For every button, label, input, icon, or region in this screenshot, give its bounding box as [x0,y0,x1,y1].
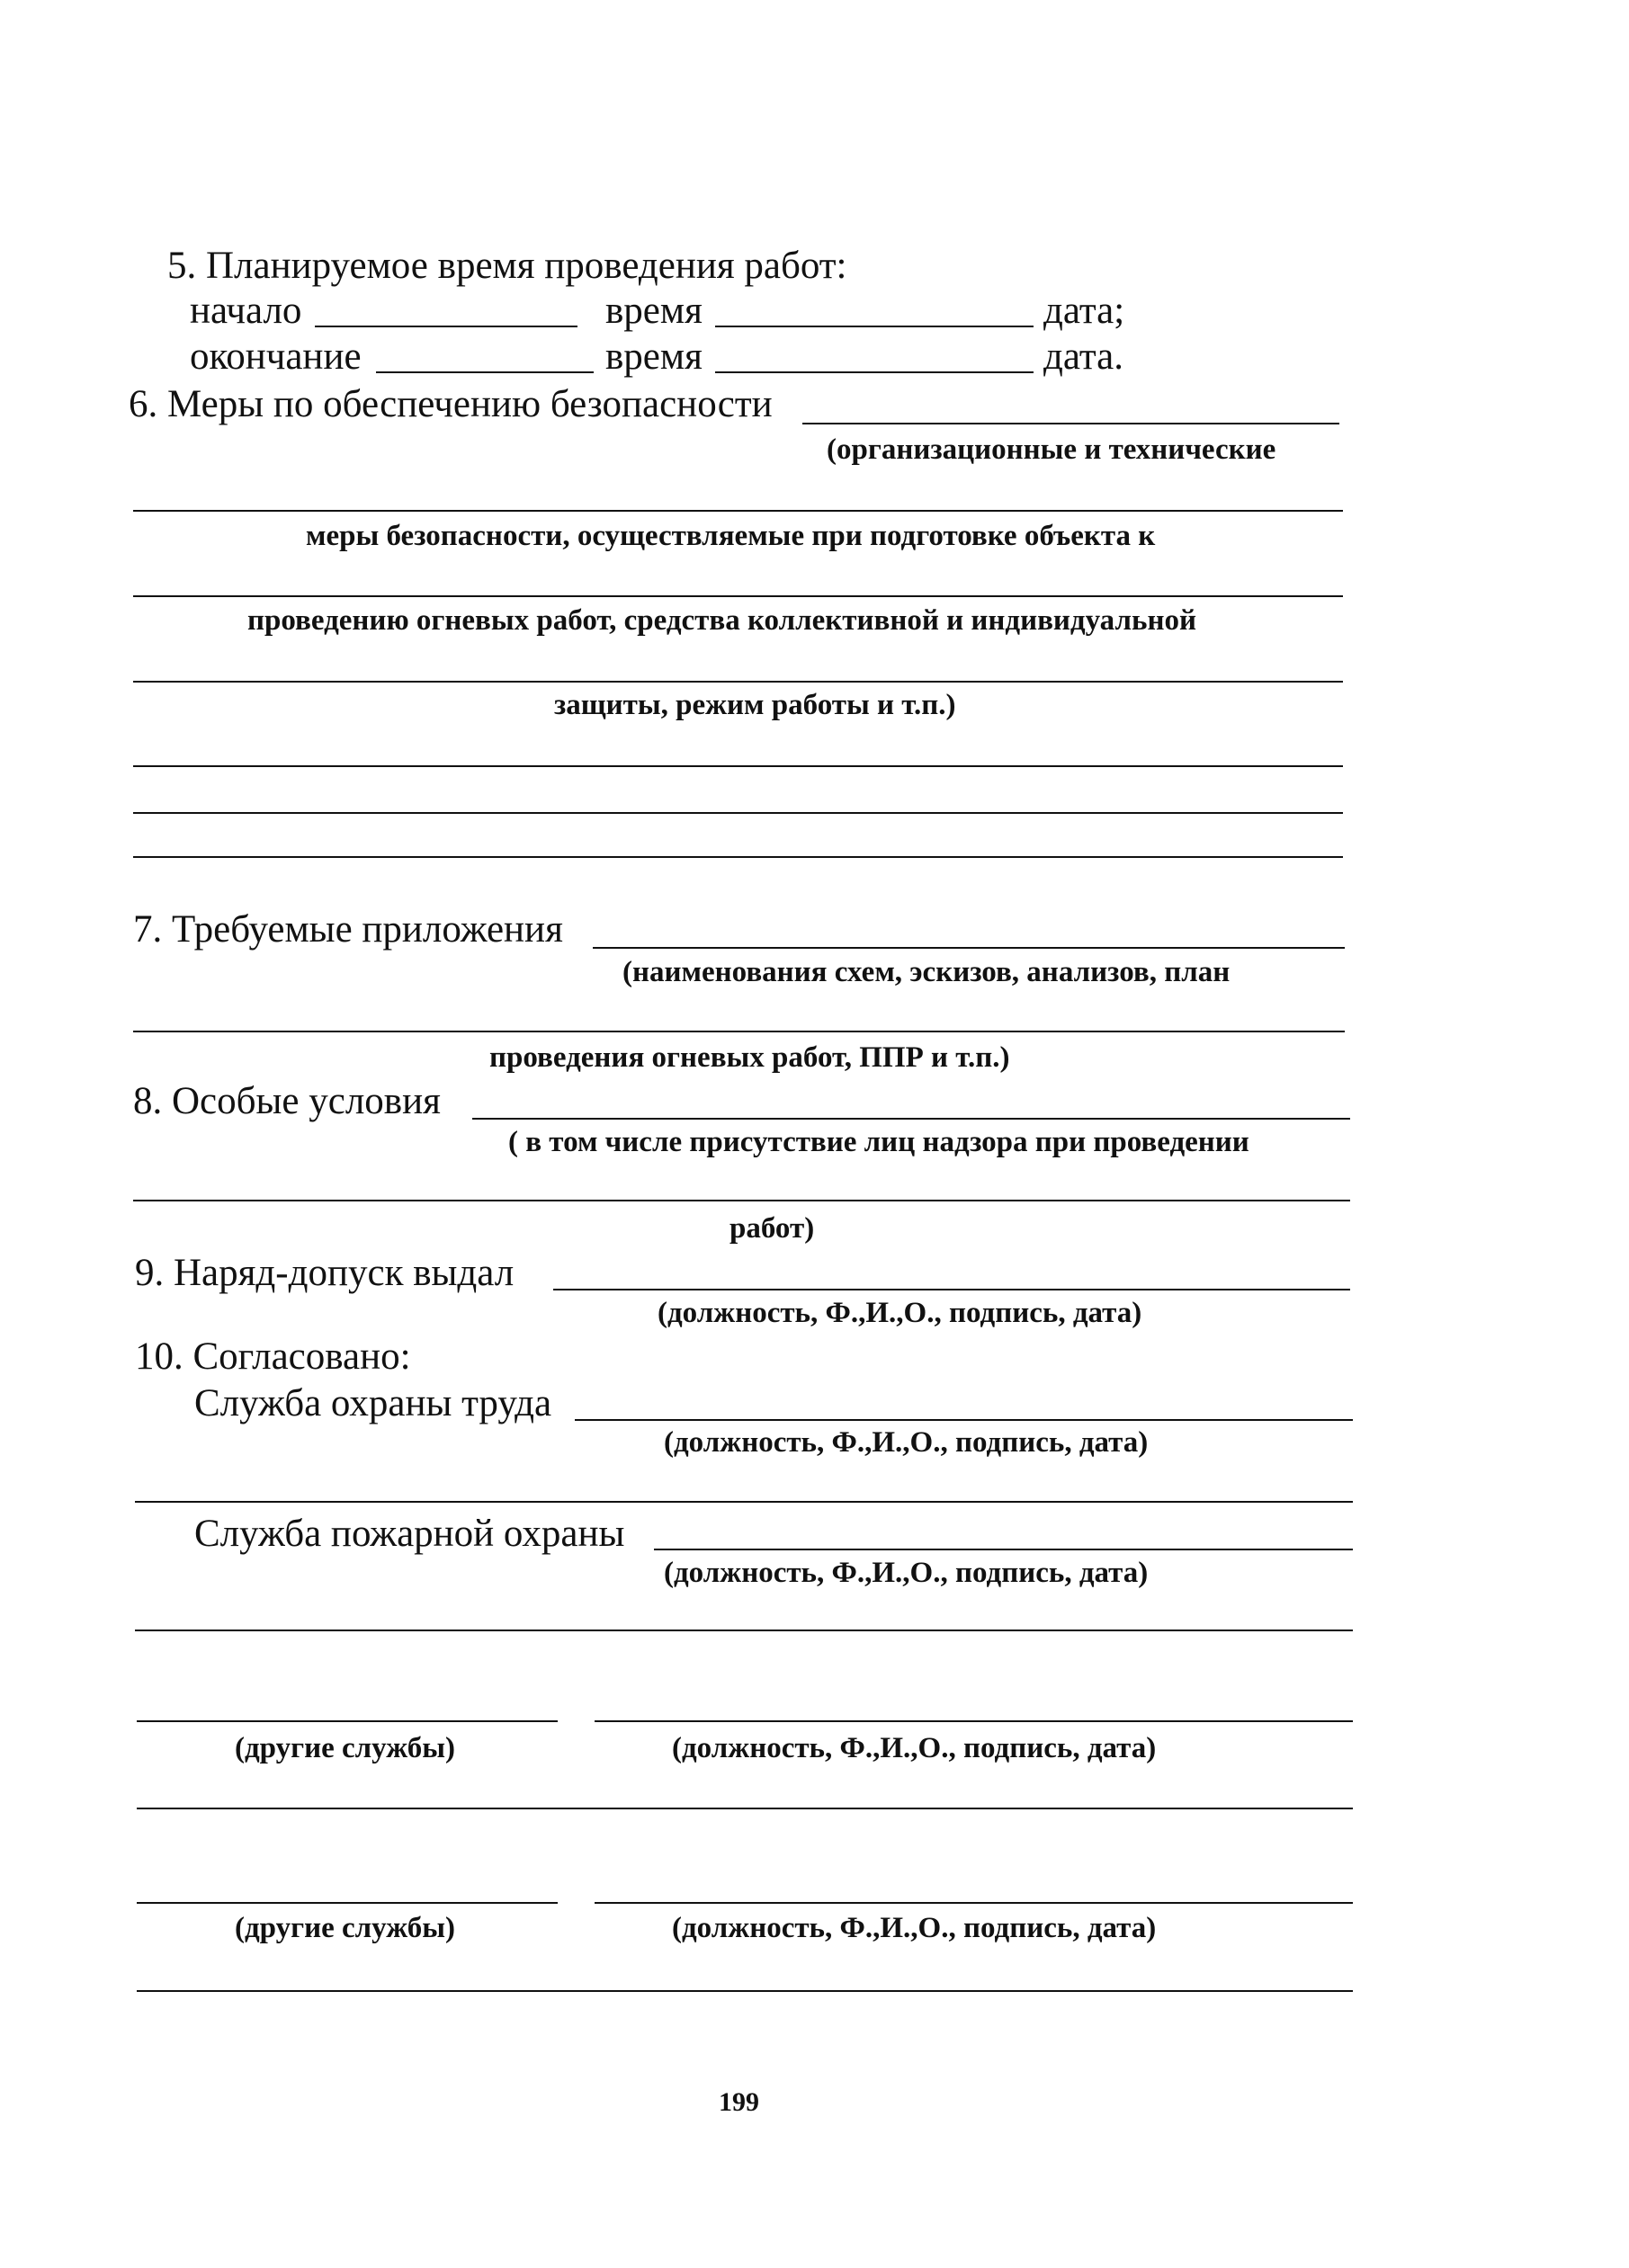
fire-service-line-1[interactable] [135,1630,1353,1631]
attachments-line-1[interactable] [133,1031,1345,1032]
other-services-caption-1: (другие службы) [235,1732,455,1764]
safety-caption-2: меры безопасности, осуществляемые при подготовке объекта к [306,520,1156,552]
start-time-label: время [605,290,703,332]
special-caption-1: ( в том числе присутствие лиц надзора при проведении [508,1126,1249,1158]
end-time-label: время [605,335,703,378]
other-service-line-1[interactable] [137,1808,1353,1809]
fire-service-caption: (должность, Ф.,И.,О., подпись, дата) [664,1557,1149,1589]
section-10-title: 10. Согласовано: [135,1335,411,1378]
labor-safety-label: Служба охраны труда [194,1382,552,1424]
safety-caption-1: (организационные и технические [827,433,1276,466]
section-8-title: 8. Особые условия [133,1080,441,1122]
section-9-title: 9. Наряд-допуск выдал [135,1252,515,1294]
other-signature-caption-1: (должность, Ф.,И.,О., подпись, дата) [672,1732,1157,1764]
special-conditions-field[interactable] [472,1118,1350,1120]
safety-line-2[interactable] [133,595,1343,597]
issued-by-caption: (должность, Ф.,И.,О., подпись, дата) [658,1297,1142,1329]
labor-safety-field[interactable] [575,1419,1353,1421]
other-service-line-2[interactable] [137,1990,1353,1992]
special-line-1[interactable] [133,1200,1350,1201]
section-5-title: 5. Планируемое время проведения работ: [167,245,847,287]
section-7-title: 7. Требуемые приложения [133,908,563,951]
special-caption-2: работ) [729,1212,815,1245]
start-time-field[interactable] [315,326,577,327]
page-number: 199 [719,2087,759,2117]
fire-service-field[interactable] [654,1549,1353,1550]
labor-safety-line-1[interactable] [135,1501,1353,1503]
start-date-field[interactable] [715,326,1034,327]
safety-line-4[interactable] [133,765,1343,767]
other-services-caption-2: (другие службы) [235,1912,455,1944]
start-date-label: дата; [1043,290,1125,332]
other-signature-caption-2: (должность, Ф.,И.,О., подпись, дата) [672,1912,1157,1944]
safety-measures-field[interactable] [802,423,1339,424]
safety-line-5[interactable] [133,812,1343,814]
other-service-name-field-1[interactable] [137,1720,558,1722]
safety-caption-4: защиты, режим работы и т.п.) [554,689,956,721]
attachments-caption-2: проведения огневых работ, ППР и т.п.) [489,1041,1010,1074]
other-service-name-field-2[interactable] [137,1902,558,1904]
end-date-label: дата. [1043,335,1124,378]
section-6-title: 6. Меры по обеспечению безопасности [129,383,773,425]
labor-safety-caption: (должность, Ф.,И.,О., подпись, дата) [664,1426,1149,1459]
end-label: окончание [190,335,362,378]
safety-caption-3: проведению огневых работ, средства коллективной и индивидуальной [247,604,1196,637]
other-service-signature-field-2[interactable] [595,1902,1353,1904]
issued-by-field[interactable] [553,1289,1350,1290]
safety-line-1[interactable] [133,510,1343,512]
end-date-field[interactable] [715,371,1034,373]
end-time-field[interactable] [376,371,594,373]
start-label: начало [190,290,302,332]
other-service-signature-field-1[interactable] [595,1720,1353,1722]
attachments-field[interactable] [593,947,1345,949]
attachments-caption-1: (наименования схем, эскизов, анализов, план [622,956,1231,988]
safety-line-6[interactable] [133,856,1343,858]
safety-line-3[interactable] [133,681,1343,683]
fire-service-label: Служба пожарной охраны [194,1513,625,1555]
